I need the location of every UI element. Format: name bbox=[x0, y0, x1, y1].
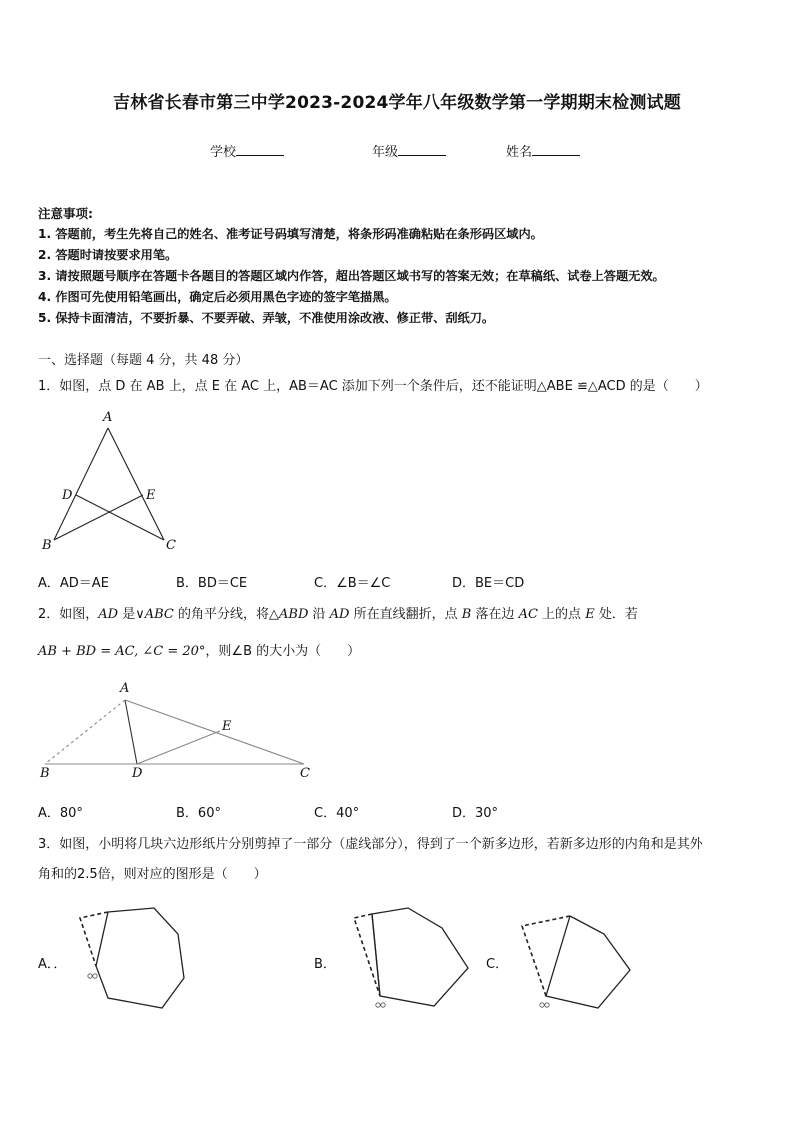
question-1-option-a[interactable]: A．AD＝AE bbox=[38, 576, 109, 591]
note-item: 4. 作图可先使用铅笔画出，确定后必须用黑色字迹的签字笔描黑。 bbox=[38, 290, 397, 304]
q1-label-b: B bbox=[42, 538, 52, 553]
scissors-icon bbox=[545, 1003, 549, 1007]
question-2-option-d[interactable]: D．30° bbox=[452, 806, 499, 821]
question-3-stem-line1: 3．如图，小明将几块六边形纸片分别剪掉了一部分（虚线部分），得到了一个新多边形，若新多边形的内角和是其外 bbox=[38, 837, 703, 852]
question-1-stem: 1．如图，点 D 在 AB 上，点 E 在 AC 上，AB＝AC 添加下列一个条件后，还不能证明△ABE ≌△ACD 的是（ ） bbox=[38, 379, 708, 394]
scissors-icon bbox=[93, 974, 97, 978]
q2-text: 的角平分线，将△ bbox=[173, 607, 280, 622]
name-field bbox=[506, 141, 580, 160]
page-title: 吉林省长春市第三中学2023-2024学年八年级数学第一学期期末检测试题 bbox=[113, 93, 681, 113]
question-1-option-b[interactable]: B．BD＝CE bbox=[176, 576, 248, 591]
note-item: 3. 请按照题号顺序在答题卡各题目的答题区域内作答，超出答题区域书写的答案无效；在草稿纸、试卷上答题无效。 bbox=[38, 269, 665, 283]
note-item: 1. 答题前，考生先将自己的姓名、准考证号码填写清楚，将条形码准确粘贴在条形码区域内。 bbox=[38, 227, 543, 241]
segment-ac bbox=[108, 428, 164, 540]
polygon-a bbox=[96, 908, 184, 1008]
name-label: 姓名 bbox=[506, 145, 533, 160]
section-title: 一、选择题（每题 4 分，共 48 分） bbox=[38, 353, 249, 368]
q2-label-d: D bbox=[132, 766, 143, 781]
school-field bbox=[210, 141, 284, 160]
question-2-option-c[interactable]: C．40° bbox=[314, 806, 360, 821]
q2-math: ABD bbox=[279, 607, 309, 622]
question-2-stem-line1 bbox=[38, 603, 638, 622]
question-3-stem-line2: 角和的2.5倍，则对应的图形是（ ） bbox=[38, 867, 267, 882]
q2-formula: AB + BD = AC, ∠C = 20° bbox=[38, 644, 206, 659]
question-3-figure-a bbox=[74, 904, 204, 1016]
question-3-option-c[interactable]: C． bbox=[486, 957, 509, 972]
scissors-icon bbox=[88, 974, 92, 978]
question-1-option-c[interactable]: C．∠B＝∠C bbox=[314, 576, 391, 591]
grade-label: 年级 bbox=[372, 145, 399, 160]
question-1-option-d[interactable]: D．BE＝CD bbox=[452, 576, 525, 591]
note-item: 2. 答题时请按要求用笔。 bbox=[38, 248, 178, 262]
question-3-option-a[interactable]: A．． bbox=[38, 957, 67, 972]
q2-text: 2．如图， bbox=[38, 607, 99, 622]
q1-label-c: C bbox=[166, 538, 176, 553]
q2-text: 处．若 bbox=[594, 607, 638, 622]
q2-label-b: B bbox=[40, 766, 50, 781]
scissors-icon bbox=[376, 1003, 380, 1007]
q2-text: 上的点 bbox=[537, 607, 586, 622]
q2-math: AC bbox=[518, 607, 538, 622]
q2-math: ABC bbox=[144, 607, 174, 622]
q2-text: 沿 bbox=[308, 607, 330, 622]
q2-math: AD bbox=[98, 607, 119, 622]
scissors-icon bbox=[381, 1003, 385, 1007]
grade-field bbox=[372, 141, 446, 160]
question-2-figure bbox=[34, 678, 324, 784]
q2-math: AD bbox=[329, 607, 350, 622]
q1-label-d: D bbox=[62, 488, 73, 503]
q2-text: 落在边 bbox=[471, 607, 519, 622]
q2-text: ，则∠B 的大小为（ ） bbox=[205, 644, 361, 659]
segment-ac bbox=[125, 700, 304, 764]
question-2-stem-line2 bbox=[38, 640, 360, 659]
q2-math: E bbox=[585, 607, 595, 622]
polygon-c bbox=[546, 916, 630, 1008]
segment-ad bbox=[125, 700, 137, 764]
question-3-figure-c bbox=[516, 904, 646, 1016]
q1-label-a: A bbox=[103, 410, 113, 425]
q2-math: B bbox=[461, 607, 472, 622]
q2-label-e: E bbox=[222, 719, 232, 734]
question-3-figure-b bbox=[346, 904, 476, 1016]
q2-label-c: C bbox=[300, 766, 310, 781]
segment-ab bbox=[54, 428, 108, 540]
note-item: 5. 保持卡面清洁，不要折暴、不要弄破、弄皱，不准使用涂改液、修正带、刮纸刀。 bbox=[38, 311, 495, 325]
q2-label-a: A bbox=[120, 681, 130, 696]
segment-de bbox=[137, 731, 220, 764]
school-blank[interactable] bbox=[236, 143, 284, 156]
cut-line-a bbox=[80, 912, 108, 966]
question-2-option-b[interactable]: B．60° bbox=[176, 806, 221, 821]
question-1-figure bbox=[34, 406, 184, 554]
name-blank[interactable] bbox=[532, 143, 580, 156]
notes-heading: 注意事项: bbox=[38, 206, 93, 221]
question-2-option-a[interactable]: A．80° bbox=[38, 806, 83, 821]
school-label: 学校 bbox=[210, 145, 237, 160]
polygon-b bbox=[372, 908, 468, 1006]
cut-line-c bbox=[522, 916, 570, 996]
q1-label-e: E bbox=[146, 488, 156, 503]
q2-text: 所在直线翻折，点 bbox=[349, 607, 462, 622]
scissors-icon bbox=[540, 1003, 544, 1007]
segment-ab-dashed bbox=[45, 700, 125, 764]
question-3-option-b[interactable]: B． bbox=[314, 957, 336, 972]
q2-text: 是∨ bbox=[118, 607, 145, 622]
grade-blank[interactable] bbox=[398, 143, 446, 156]
